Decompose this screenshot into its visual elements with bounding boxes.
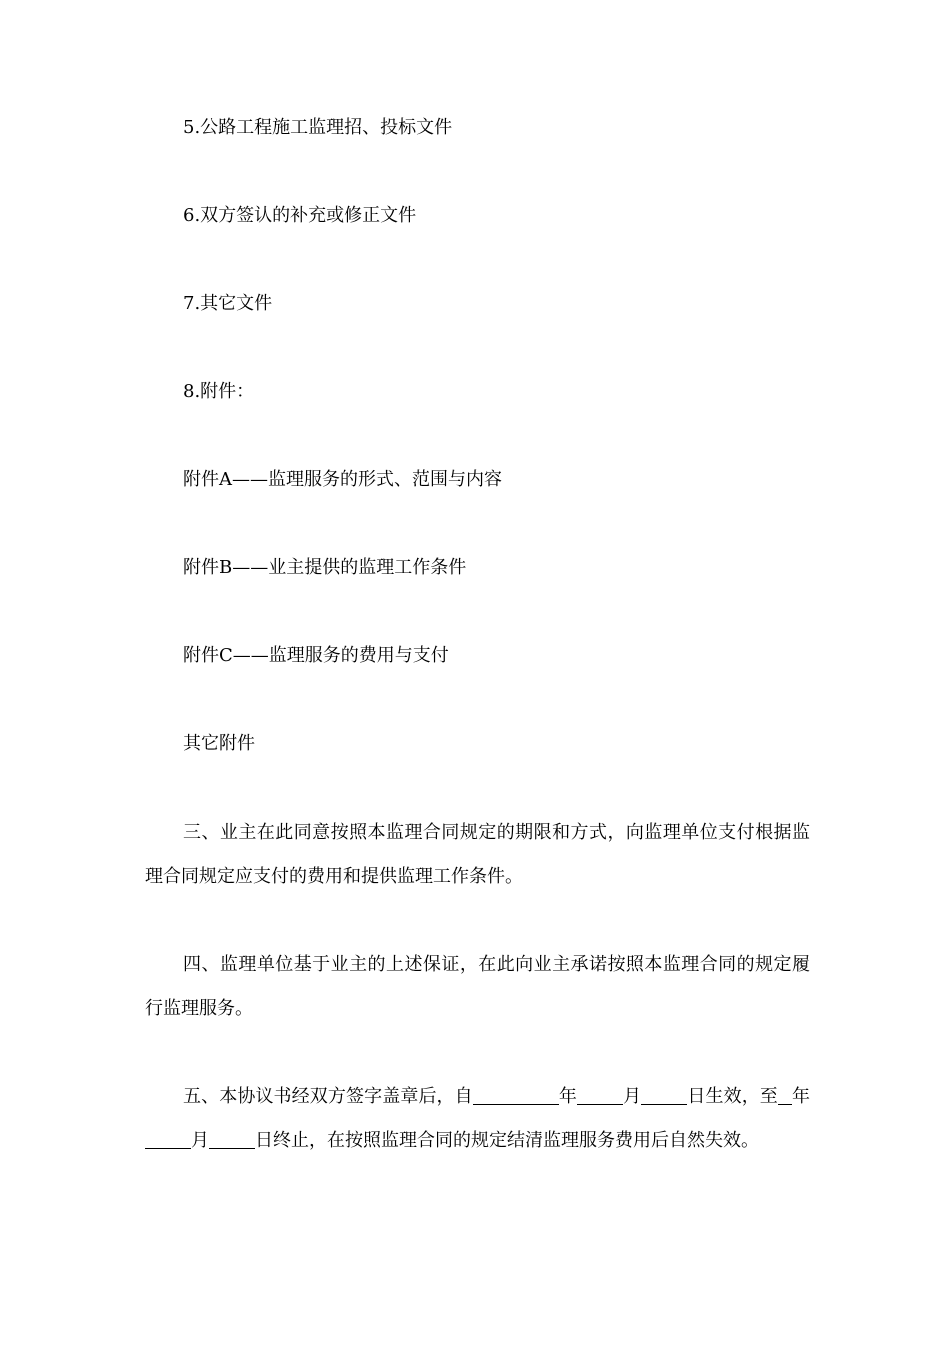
- blank-end-year: [778, 1086, 792, 1105]
- annex-b: 附件B——业主提供的监理工作条件: [183, 557, 467, 578]
- annex-c: 附件C——监理服务的费用与支付: [183, 645, 449, 666]
- paragraph-3: 三、业主在此同意按照本监理合同规定的期限和方式，向监理单位支付根据监理合同规定应支付的费用和提供监理工作条件。: [145, 822, 810, 887]
- list-item-5: 5.公路工程施工监理招、投标文件: [183, 117, 453, 138]
- para5-month-label: 月: [623, 1086, 642, 1107]
- annex-a: 附件A——监理服务的形式、范围与内容: [183, 469, 502, 490]
- para5-text-start: 五、本协议书经双方签字盖章后，自: [183, 1086, 473, 1107]
- paragraph-5: [145, 1075, 810, 1163]
- para5-end-year-label: 年: [791, 1086, 811, 1107]
- blank-start-day: [641, 1086, 687, 1105]
- other-annexes: 其它附件: [183, 733, 255, 754]
- list-item-7: 7.其它文件: [183, 293, 273, 314]
- para5-end-month-label: 月: [191, 1130, 209, 1151]
- paragraph-4: 四、监理单位基于业主的上述保证，在此向业主承诺按照本监理合同的规定履行监理服务。: [145, 954, 810, 1019]
- para5-effective-text: 日生效，至: [687, 1086, 778, 1107]
- list-item-8: 8.附件：: [183, 381, 255, 402]
- para5-end-text: 日终止，在按照监理合同的规定结清监理服务费用后自然失效。: [255, 1130, 759, 1151]
- para5-year-label: 年: [558, 1086, 578, 1107]
- blank-start-month: [577, 1086, 623, 1105]
- list-item-6: 6.双方签认的补充或修正文件: [183, 205, 417, 226]
- blank-start-year: [473, 1086, 559, 1105]
- blank-end-month: [145, 1130, 191, 1149]
- blank-end-day: [209, 1130, 255, 1149]
